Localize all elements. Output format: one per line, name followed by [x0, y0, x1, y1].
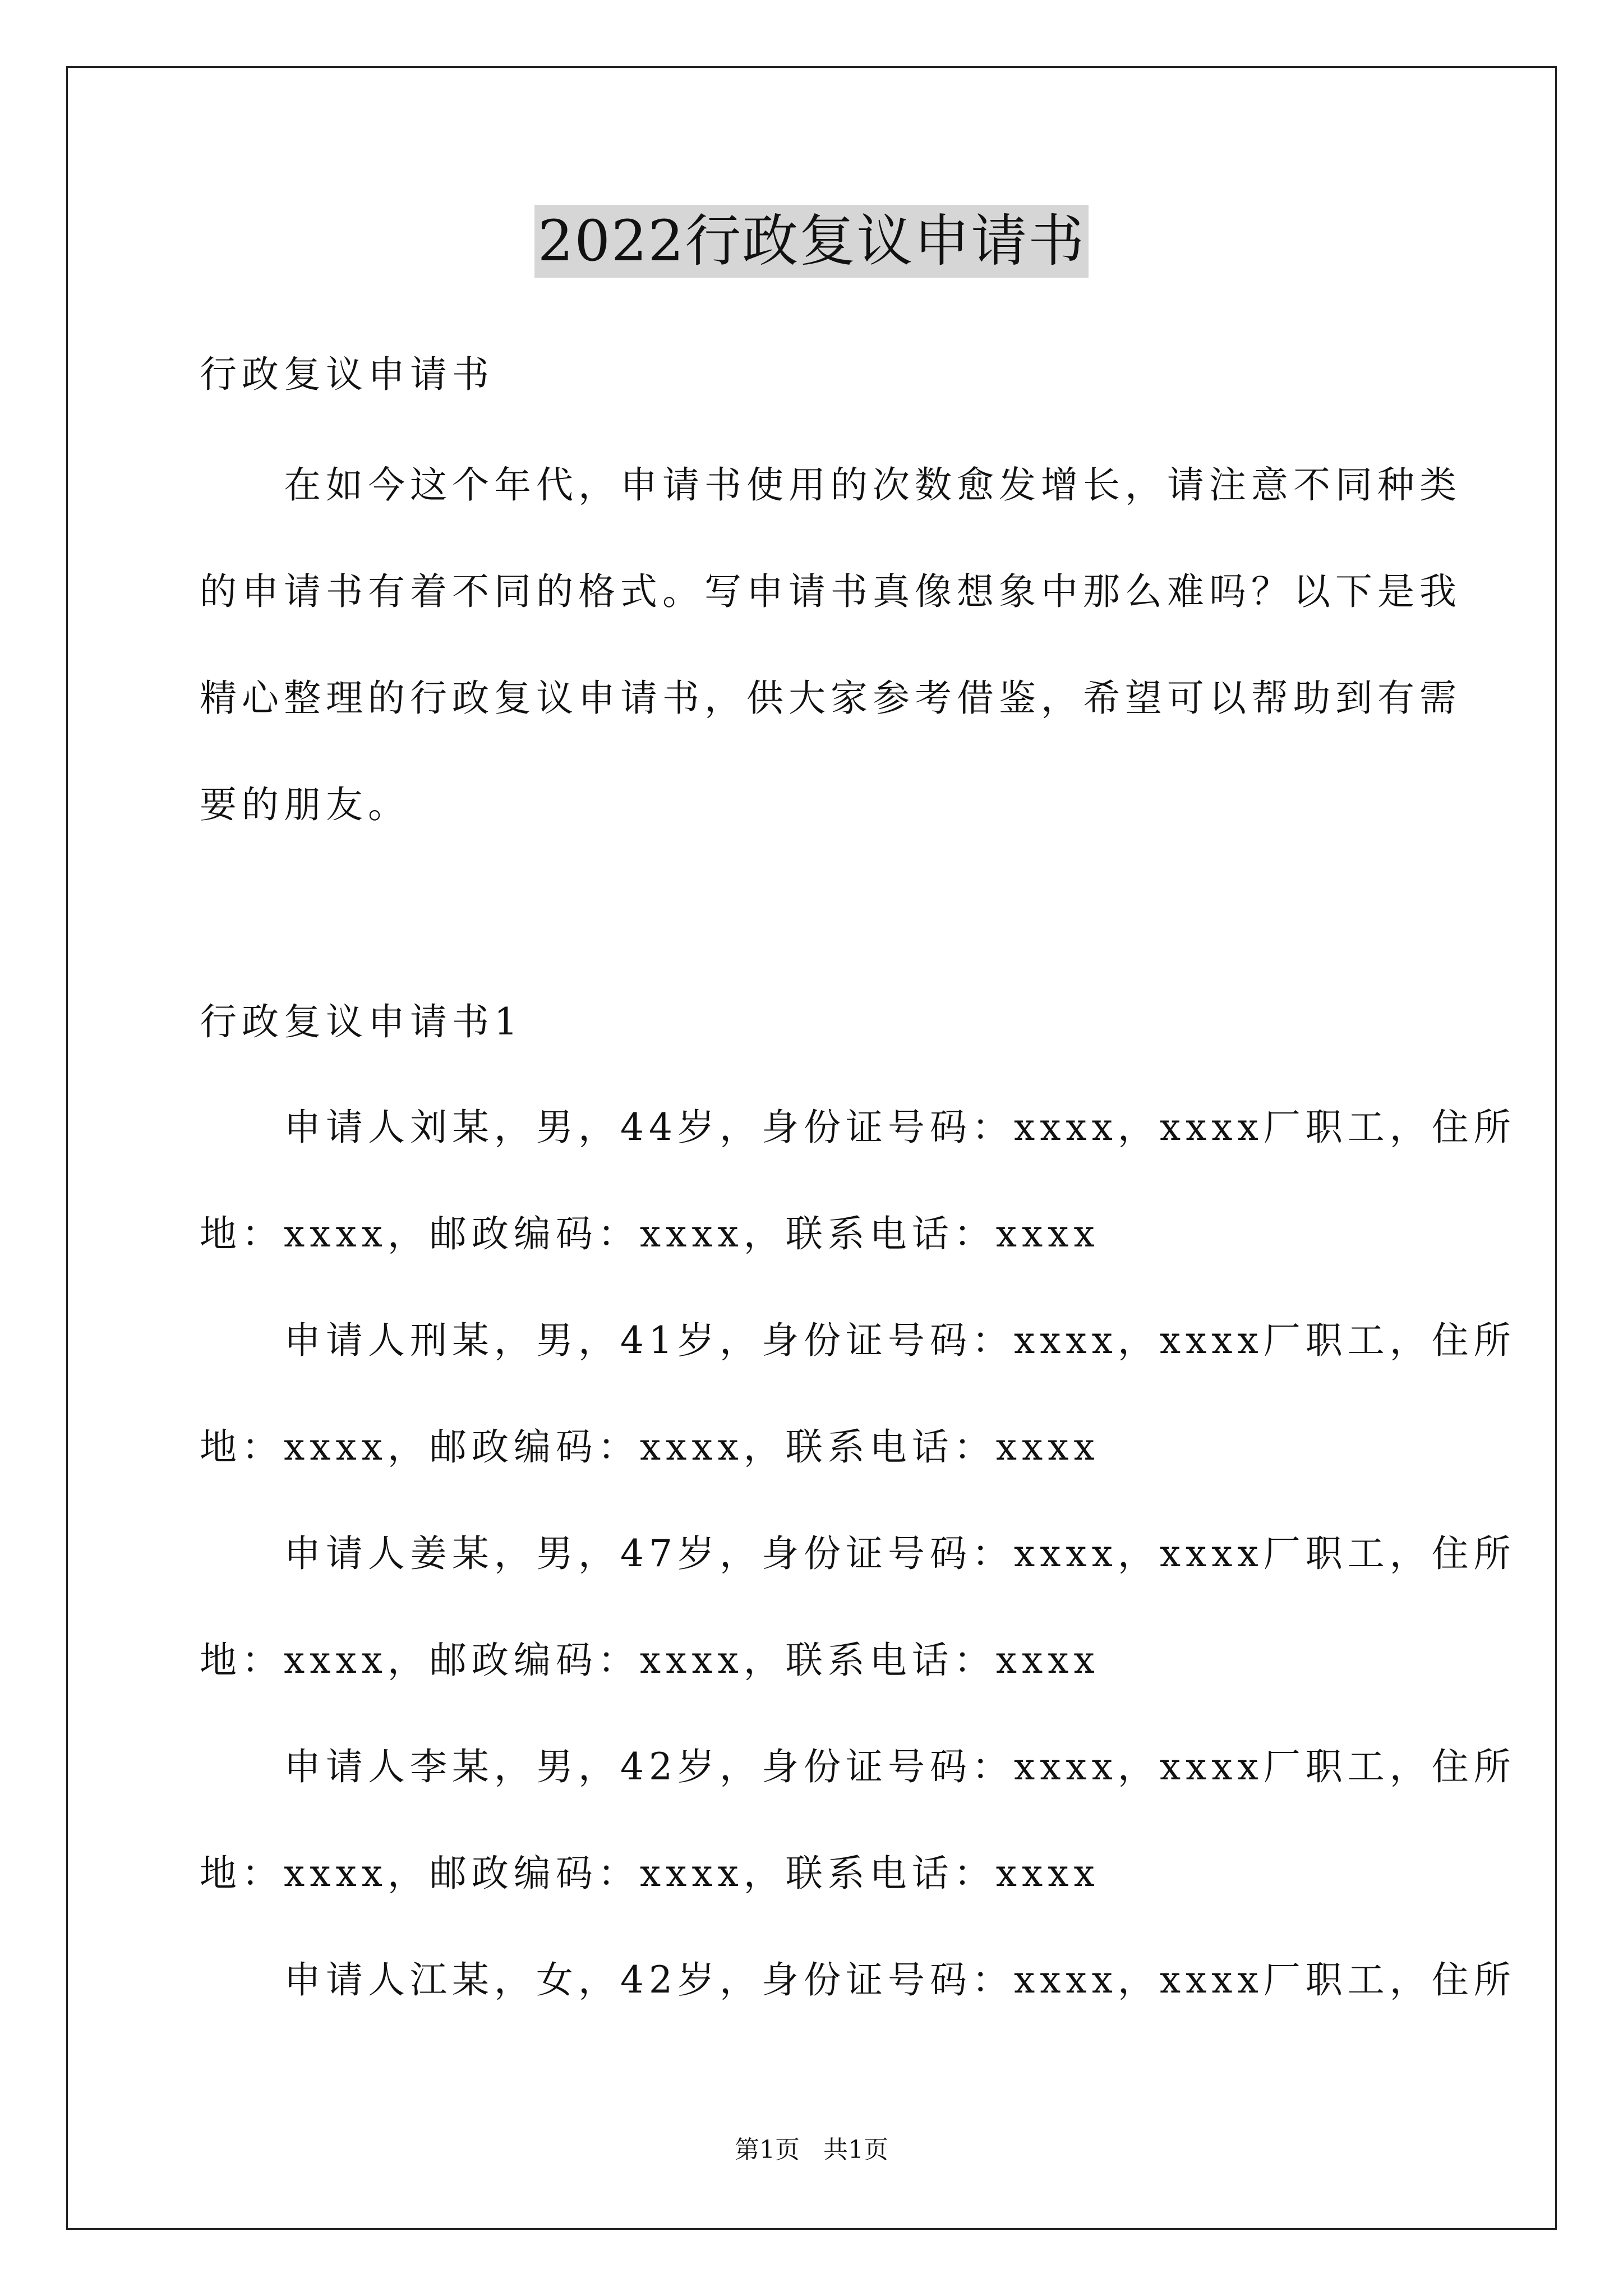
applicant-line: 地：xxxx，邮政编码：xxxx，联系电话：xxxx	[200, 1639, 1100, 1682]
applicant-line: 地：xxxx，邮政编码：xxxx，联系电话：xxxx	[200, 1212, 1100, 1255]
intro-paragraph-line: 的申请书有着不同的格式。写申请书真像想象中那么难吗？以下是我	[200, 570, 1461, 613]
applicant-line: 申请人李某，男，42岁，身份证号码：xxxx，xxxx厂职工，住所	[284, 1745, 1516, 1788]
applicant-line: 申请人江某，女，42岁，身份证号码：xxxx，xxxx厂职工，住所	[284, 1958, 1516, 2001]
intro-paragraph-line: 要的朋友。	[200, 783, 410, 826]
applicant-line: 地：xxxx，邮政编码：xxxx，联系电话：xxxx	[200, 1852, 1100, 1895]
page-footer: 第1页 共1页	[735, 2136, 888, 2164]
section-heading: 行政复议申请书	[200, 353, 494, 396]
applicant-line: 申请人姜某，男，47岁，身份证号码：xxxx，xxxx厂职工，住所	[284, 1532, 1516, 1575]
applicant-line: 申请人刘某，男，44岁，身份证号码：xxxx，xxxx厂职工，住所	[284, 1106, 1516, 1149]
document-title: 2022行政复议申请书	[534, 205, 1089, 278]
applicant-line: 申请人刑某，男，41岁，身份证号码：xxxx，xxxx厂职工，住所	[284, 1319, 1516, 1362]
title-container	[0, 205, 1623, 278]
intro-paragraph-line: 精心整理的行政复议申请书，供大家参考借鉴，希望可以帮助到有需	[200, 677, 1461, 720]
applicant-line: 地：xxxx，邮政编码：xxxx，联系电话：xxxx	[200, 1425, 1100, 1469]
intro-paragraph-line: 在如今这个年代，申请书使用的次数愈发增长，请注意不同种类	[284, 463, 1461, 507]
section-heading: 行政复议申请书1	[200, 1000, 523, 1043]
